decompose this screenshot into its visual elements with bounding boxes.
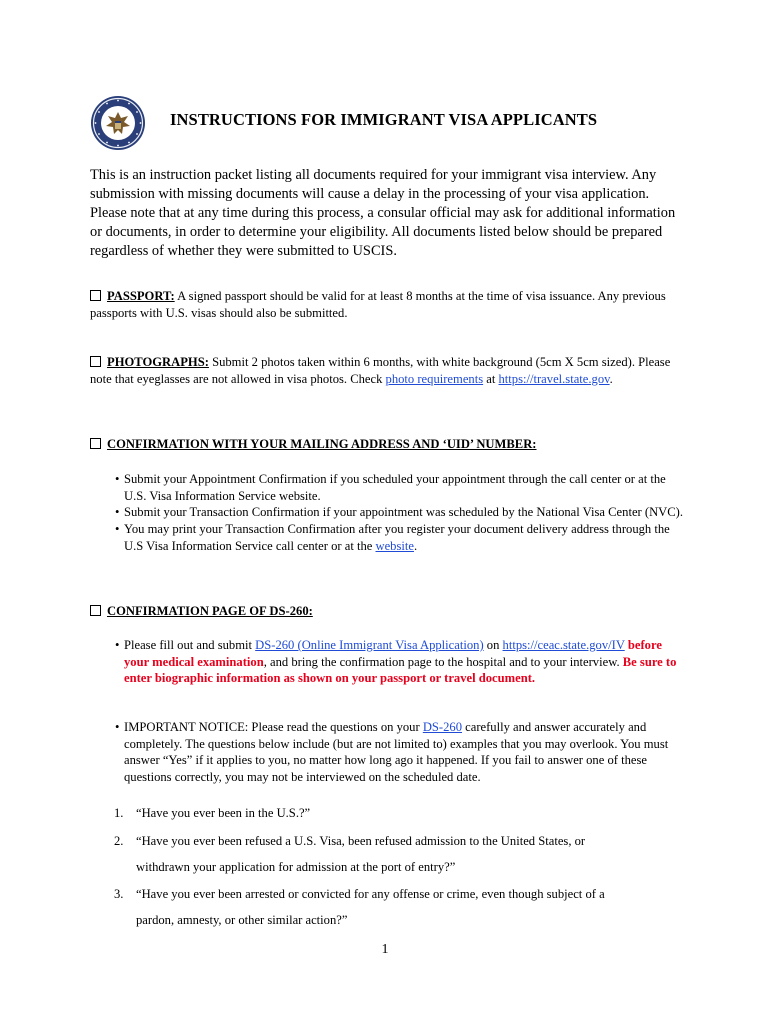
passport-heading: PASSPORT: bbox=[107, 289, 175, 303]
passport-section bbox=[90, 288, 690, 321]
ds260-checkbox[interactable] bbox=[90, 605, 101, 616]
photographs-checkbox[interactable] bbox=[90, 356, 101, 367]
intro-paragraph: This is an instruction packet listing all documents required for your immigrant visa interview. Any submission with missing documents will cause a delay in the processing of your visa application. Please note that at any time during this process, a consular official may ask for additional information or documents, in order to determine your eligibility. All documents listed below should be prepared regardless of whether they were submitted to USCIS. bbox=[90, 167, 676, 259]
ds260-heading: CONFIRMATION PAGE OF DS-260: bbox=[107, 604, 313, 618]
question-number: 3. bbox=[114, 887, 124, 901]
question-text: pardon, amnesty, or other similar action?” bbox=[136, 913, 348, 927]
photographs-text-end: . bbox=[609, 371, 613, 386]
list-item-text: carefully and answer accurately and completely. The questions below include (but are not limited to) examples that you may overlook. You must answer “Yes” if it applies to you, no matter how long ago it happened. If you fail to answer one of these questions correctly, you may not be interviewed on the scheduled date. bbox=[124, 720, 669, 785]
question-text: “Have you ever been arrested or convicted for any offense or crime, even though subject of a bbox=[136, 887, 605, 901]
confirmation-uid-section bbox=[90, 436, 690, 453]
photo-requirements-link[interactable]: photo requirements bbox=[385, 371, 484, 386]
photographs-text-connector: at bbox=[483, 371, 499, 386]
ds260-list-2 bbox=[90, 719, 690, 786]
ds260-online-application-link[interactable]: DS-260 (Online Immigrant Visa Application) bbox=[255, 638, 484, 652]
question-text: withdrawn your application for admission at the port of entry?” bbox=[136, 860, 456, 874]
list-item-end: . bbox=[413, 538, 418, 553]
passport-checkbox[interactable] bbox=[90, 290, 101, 301]
question-number: 2. bbox=[114, 834, 124, 848]
list-item bbox=[90, 521, 690, 554]
travel-state-gov-link[interactable]: https://travel.state.gov bbox=[498, 371, 610, 386]
list-item: • Submit your Appointment Confirmation if you scheduled your appointment through the call center or at the U.S. Visa Information Service website. bbox=[90, 471, 690, 504]
confirmation-uid-list bbox=[90, 471, 690, 555]
question-number: 1. bbox=[114, 806, 124, 820]
photographs-text: Submit 2 photos taken within 6 months, with white background (5cm X 5cm sized). Please note that eyeglasses are not allowed in visa photos. Check bbox=[90, 355, 671, 386]
list-item: • Submit your Transaction Confirmation if your appointment was scheduled by the National Visa Center (NVC). bbox=[90, 504, 690, 521]
list-item-text: Please fill out and submit bbox=[124, 638, 256, 652]
list-item-text: You may print your Transaction Confirmation after you register your document delivery address through the U.S Visa Information Service call center or at the bbox=[124, 522, 670, 553]
list-item bbox=[90, 637, 690, 687]
question-text: “Have you ever been in the U.S.?” bbox=[136, 806, 311, 820]
us-department-of-state-seal-icon bbox=[90, 95, 146, 151]
photographs-section bbox=[90, 354, 690, 387]
medical-exam-warning: before your medical examination bbox=[124, 638, 662, 669]
ds260-list-1 bbox=[90, 637, 690, 687]
question-text: “Have you ever been refused a U.S. Visa, been refused admission to the United States, or bbox=[136, 834, 586, 848]
photographs-heading: PHOTOGRAPHS: bbox=[107, 355, 209, 369]
list-item bbox=[90, 719, 690, 786]
ds260-section bbox=[90, 603, 690, 620]
passport-text: A signed passport should be valid for at least 8 months at the time of visa issuance. Any previous passports with U.S. visas should also be submitted. bbox=[90, 289, 666, 320]
ceac-state-gov-link[interactable]: https://ceac.state.gov/IV bbox=[502, 638, 625, 652]
confirmation-uid-heading: CONFIRMATION WITH YOUR MAILING ADDRESS AND ‘UID’ NUMBER: bbox=[107, 437, 537, 451]
ds260-link[interactable]: DS-260 bbox=[422, 720, 462, 734]
list-item-text: , and bring the confirmation page to the hospital and to your interview. bbox=[263, 654, 623, 669]
list-item-text: IMPORTANT NOTICE: Please read the questions on your bbox=[124, 720, 423, 734]
biographic-info-warning: Be sure to enter biographic information as shown on your passport or travel document. bbox=[124, 654, 677, 686]
confirmation-uid-checkbox[interactable] bbox=[90, 438, 101, 449]
list-item-text: on bbox=[483, 638, 503, 652]
page-number: 1 bbox=[381, 942, 389, 957]
document-title: INSTRUCTIONS FOR IMMIGRANT VISA APPLICANTS bbox=[170, 110, 598, 129]
website-link[interactable]: website bbox=[375, 538, 414, 553]
